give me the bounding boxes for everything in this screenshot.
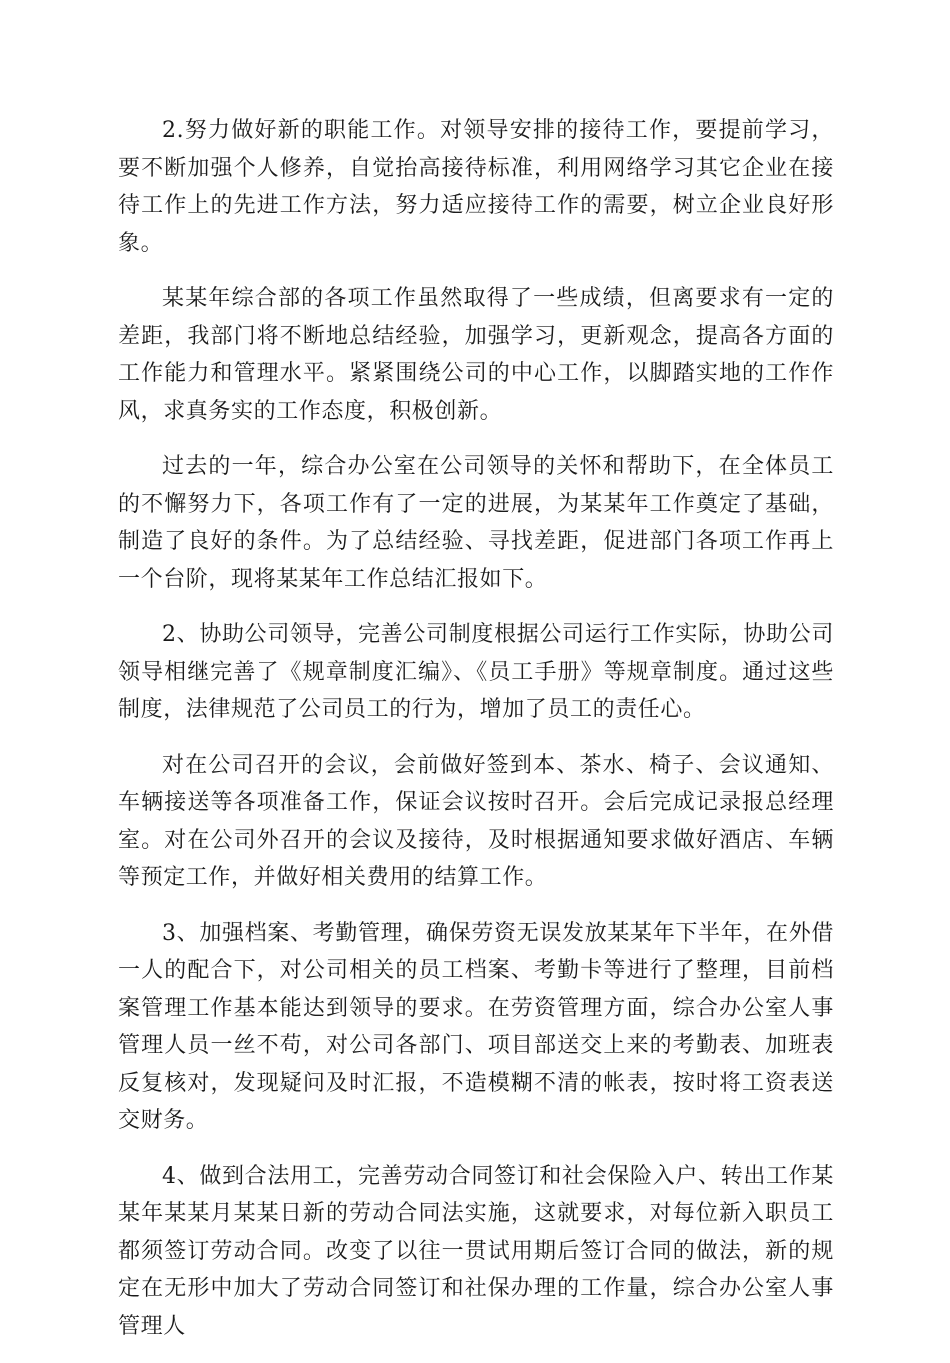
paragraph-archives-attendance: 3、加强档案、考勤管理，确保劳资无误发放某某年下半年，在外借一人的配合下，对公司相关的员工档案、考勤卡等进行了整理，目前档案管理工作基本能达到领导的要求。在劳资管理方面，综合办公室人事管理人员一丝不苟，对公司各部门、项目部送交上来的考勤表、加班表反复核对，发现疑问及时汇报，不造模糊不清的帐表，按时将工资表送交财务。 <box>118 920 834 1133</box>
document-body <box>118 112 834 1363</box>
paragraph-year-review: 过去的一年，综合办公室在公司领导的关怀和帮助下，在全体员工的不懈努力下，各项工作有了一定的进展，为某某年工作奠定了基础，制造了良好的条件。为了总结经验、寻找差距，促进部门各项工作再上一个台阶，现将某某年工作总结汇报如下。 <box>118 454 834 592</box>
paragraph-labor-contracts: 4、做到合法用工，完善劳动合同签订和社会保险入户、转出工作某某年某某月某某日新的劳动合同法实施，这就要求，对每位新入职员工都须签订劳动合同。改变了以往一贯试用期后签订合同的做法，新的规定在无形中加大了劳动合同签订和社保办理的工作量，综合办公室人事管理人 <box>118 1163 834 1339</box>
paragraph-meetings: 对在公司召开的会议，会前做好签到本、茶水、椅子、会议通知、车辆接送等各项准备工作，保证会议按时召开。会后完成记录报总经理室。对在公司外召开的会议及接待，及时根据通知要求做好酒店、车辆等预定工作，并做好相关费用的结算工作。 <box>118 752 834 890</box>
paragraph-department-summary: 某某年综合部的各项工作虽然取得了一些成绩，但离要求有一定的差距，我部门将不断地总结经验，加强学习，更新观念，提高各方面的工作能力和管理水平。紧紧围绕公司的中心工作，以脚踏实地的工作作风，求真务实的工作态度，积极创新。 <box>118 286 834 424</box>
paragraph-company-rules: 2、协助公司领导，完善公司制度根据公司运行工作实际，协助公司领导相继完善了《规章制度汇编》、《员工手册》等规章制度。通过这些制度，法律规范了公司员工的行为，增加了员工的责任心。 <box>118 622 834 722</box>
paragraph-reception-work: 2.努力做好新的职能工作。对领导安排的接待工作，要提前学习，要不断加强个人修养，自觉抬高接待标准，利用网络学习其它企业在接待工作上的先进工作方法，努力适应接待工作的需要，树立企业良好形象。 <box>118 118 834 256</box>
